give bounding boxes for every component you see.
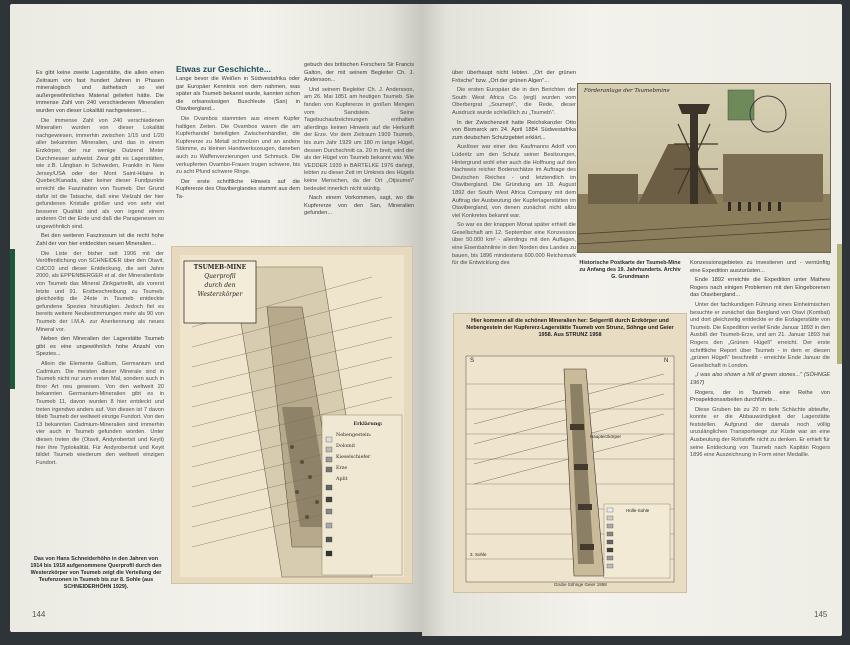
legend-title: Erklärung: <box>353 421 383 427</box>
paragraph: Rogers, der in Tsumeb eine Reihe von Prospektionsarbeiten durchführte... <box>690 389 830 404</box>
paragraph: In der Zwischenzeit hatte Reichskanzler Otto von Bismarck am 24. April 1884 Südwestafrika zum deutschen Schutzgebiet erklärt... <box>452 119 576 141</box>
figure-label: 3. Sohle <box>470 552 487 557</box>
paragraph: Die immense Zahl von 240 verschiedenen Mineralien wurden von dieser Lokalität nachgewiesen, immerhin zwischen 1/15 und 1/20 aller bekannten Mineralien, und das in einem Erzkörper, der nur wenige Dutzend Meter Durchmesser aufweist. Zwar gibt es Lagerstätten, wie z.B. Långban in Schweden, Franklin in New Jersey/USA oder der Mont Saint-Hilaire in Quebec/Kanada, aber keiner dieser Fundpunkte erreicht die Faszination von Tsumeb. Der Grund dafür ist die Tatsache, daß eine Vielzahl der hier gefundenen Kristalle größer und von sehr viel besserer Qualität sind als von irgend einem anderen Ort der Erde und daß die Paragenesen so ungewöhnlich sind. <box>36 117 164 230</box>
cross-section-figure <box>172 247 412 583</box>
paragraph: Und seinem Begleiter Ch. J. Andersson, am 26. Mai 1851 am heutigen Tsumeb. Sie fanden von Kupfererze in großen Mengen vom Sandstein. Seine Tagebuchaufzeichnungen enthalten allerdings keinen Hinweis auf die Herkunft der Erze. Vor dem Zeitraum 1909 Tsumeb, bis zum Jahr 1929 um 180 m lange Hügel, dessen Durchschnitt ca. 20 m breit, wird der als der Hügel von Tsumeb bekannt war. Wie VEDDER 1939 in BARTELKE 1976 darlegt, lebten zu dieser Zeit im Umkreis des Hügels keine Menschen, da der Ort „Otjisume\" bedeutet innerlich nicht würdig. <box>304 86 414 192</box>
page-number-left: 144 <box>32 610 46 619</box>
seigerriss-figure <box>454 314 686 592</box>
paragraph: Allein die Elemente Gallium, Germanium und Cadmium. Die meisten dieser Minerale sind in Tsumeb nicht nur zum ersten Mal, sondern auch in ihrer Art neu gewesen. Von den weltweit 20 bekannten Germanium-Mineralien gibt es in Tsumeb 11, davon wurden 8 hier entdeckt und treten irgendwo anders auf. Von diesen ist 7 davon blieb Tsumeb der weltweit einzige Fundort. Von den 13 bekannten Cadmium-Mineralien sind immerhin vier auch in Tsumeb gefunden worden. Unter diesen treten die (Otavit, Andyrobertsit und Keyit) hier ihre Typlokalität. Für Andyrobertsit und Keyit bildet Tsumeb wiederum den weltweit einzigen Fundort. <box>36 360 164 466</box>
figure-title-line: TSUMEB-MINE <box>193 264 247 271</box>
paragraph: Lange bevor die Weißen in Südwestafrika oder gar Europäer Kenntnis von dem nahmen, was später als Tsumeb bekannt wurde, kannten schon die ortsansässigen Buschleute (San) in Otavibergland... <box>176 76 300 113</box>
right-column-1 <box>452 70 576 306</box>
legend-item: Kieselschiefer <box>336 455 371 460</box>
legend-item: Dolomit <box>336 444 356 449</box>
paragraph: über überhaupt nicht lebten. „Ort der grünen Frösche" bzw. „Ort der grünen Algen"... <box>452 70 576 84</box>
legend-item: Aplit <box>336 477 348 482</box>
olive-marker <box>837 244 842 364</box>
paragraph: Diese Gruben bis zu 20 m tiefe Schächte abteufte, konnte er die Abbauwürdigkeit der Lagerstätte feststellen. Aufgrund der damals noch völlig unzulänglichen Transportwege zur Küste war an eine Ausbeutung der Rohstoffe nicht zu denken. Er erhielt für seine Entdeckung von Tsumeb nach Kapitän Rogers 1896 eine Auszeichnung in Form einer Medaille. <box>690 406 830 459</box>
figure-title-line: Querprofil <box>204 273 236 280</box>
postcard-image <box>578 84 830 252</box>
legend-item: Nebengestein: <box>336 433 372 438</box>
left-page <box>10 4 422 632</box>
legend <box>336 419 400 485</box>
postcard-title: Förderanlage der Tsumebmine <box>584 88 670 94</box>
paragraph: So war es der knappen Monat später erhielt die Gesellschaft am 12. September eine Konzession über 50.000 km² - allerdings mit den Auflagen, eine Eisenbahnlinie in den Norden des Landes zu bauen, bis 1896 mindestens 600.000 Reichsmark für die Entwicklung des <box>452 222 576 267</box>
seigerriss-drawing <box>454 314 686 592</box>
paragraph: Die ersten Europäer die in den Berichten der South West Africa Co. (ergl) wurden vom Oberbergrat „Soumep\", die Rede, dieser Ausdruck wurde schließlich zu „Tsumeb\". <box>452 87 576 116</box>
figure-title: Hier kommen all die schönen Mineralien her: Seigerriß durch Erzkörper und Nebengestein der Kupfererz-Lagerstätte Tsumeb von Strunz, Söhnge und Geier 1958. Aus STRUNZ 1958 <box>466 318 674 338</box>
legend-item: Erze <box>336 466 348 471</box>
paragraph: Unter der fachkundigen Führung eines Einheimischen besuchte er zunächst das Bergland von Otavi (Kombat) und dort gleichzeitig entdeckte er die Erzlagerstätte von Tsumeb. Die Expedition verlief Ende Januar 1893 in den Ausbiß der Tsumeb-Erze, und am 21. Januar 1893 hat Rogers den „Grünen Hügel\" erreicht. Der erste schriftliche Report über Tsumeb - in dem er diesen „grünen Hügel\" beschreibt - erreichte Ende Januar die Gesellschaft in London. <box>690 301 830 369</box>
figure-label-south: S <box>470 358 475 364</box>
paragraph: Konzessionsgebietes zu investieren und - vernünftig eine Expedition auszurüsten... <box>690 260 830 274</box>
paragraph: Neben den Mineralien der Lagerstätte Tsumeb gibt es eine ungewöhnlich hohe Anzahl von Spezies... <box>36 336 164 358</box>
figure-label: Haupterzkörper <box>590 434 622 439</box>
paragraph: Nach einem Vorkommen, sagt, wo die Kupfererze von den San, Mineralien gefunden... <box>304 195 414 217</box>
green-marker <box>10 249 15 389</box>
left-column-3 <box>304 62 414 236</box>
section-heading: Etwas zur Geschichte... <box>176 64 271 74</box>
figure-title <box>186 263 254 299</box>
right-column-2 <box>690 260 830 604</box>
right-page <box>422 4 842 636</box>
paragraph: Bei den weiteren Faszinosum ist die recht hohe Zahl der von hier entdeckten neuen Mineralien... <box>36 233 164 248</box>
paragraph: Die Liste der bisher seit 1906 mit der Veröffentlichung von SCHNEIDER über den Otavit, CdCO3 und dieser Entdeckung, die seit Jahre 2000, als EPPENBERGER et al. der Mineralienliste von Tsumeb das Mineral Zinkgartrellit, als vorerst letzte und 91. Erstbeschreibung zu Tsumeb, gleichzeitig die 24ste in Tsumeb entdeckte gefundene Spezies hinzufügten. Jedoch fiel es bereits weitere Neubestimmungen mehr als 90 von Tsumeb der I.M.A. zur Anerkennung als neues Mineral vor. <box>36 250 164 333</box>
left-column-1 <box>36 70 164 550</box>
figure-title-line: durch den <box>204 282 236 289</box>
paragraph: Die Ovambos stammten aus einem Kupfer haltigen Zeiten. Die Ovambos waren die am Kupferhandel beteiligten Zwischenhändler, die Kupfererze zu Metall schmolzen und an andere Stämme, zu kleinen Handwerkszeugen, daneben auch zu Waffenverzierungen und Schmuck. Die verkupferten Ovambo-Frauen trugen schwere, bis zu acht Pfund schwere Ringe. <box>176 115 300 176</box>
figure-title-line: Westerzkörper <box>197 291 243 298</box>
page-number-right: 145 <box>814 610 828 619</box>
left-figure-caption: Das von Hans Schneiderhöhn in den Jahren von 1914 bis 1918 aufgenommene Querprofil durch den Westerzkörper von Tsumeb zeigt die Verteilung der Teufenzonen in Tsumeb bis zur 8. Sohle (aus SCHNEIDERHÖHN 1929). <box>30 556 162 590</box>
paragraph: Es gibt keine zweite Lagerstätte, die allein einen Zeitraum von fast hundert Jahren in Phasen mineralogisch und ästhetisch so viel außergewöhnliches Material geliefert hätte. Die immense Zahl von 240 verschiedenen Mineralien wurden von dieser Lokalität nachgewiesen... <box>36 70 164 114</box>
figure-label: Hülle-Sohle <box>626 508 650 513</box>
paragraph: gebuch des britischen Forschers Sir Francis Galton, der mit seinem Begleiter Ch. J. Andersson... <box>304 62 414 84</box>
paragraph: Ende 1892 erreichte die Expedition unter Mathew Rogers nach einigen Problemen mit den Eingeborenen das Otavibergland... <box>690 277 830 299</box>
left-column-2 <box>176 76 300 236</box>
paragraph: „I was also shown a hill of green stones..." (SÖHNGE 1967) <box>690 372 830 386</box>
photo-caption: Historische Postkarte der Tsumeb-Mine zu Anfang des 19. Jahrhunderts. Archiv G. Grundmann <box>579 260 681 280</box>
figure-label-north: N <box>664 358 669 364</box>
historic-postcard-photo <box>578 84 830 252</box>
paragraph: Der erste schriftliche Hinweis auf die Kupfererze des Otaviberglandes stammt aus dem Ta- <box>176 178 300 200</box>
paragraph: Auslöser war einer des Kaufmanns Adolf von Lüderitz um den Schutz seiner Besitzungen, Hintergrund wohl eher auch die Hoffnung auf den Nachweis reicher Bodenschätze im Auftrage des Deutschen Reiches - und letztendlich im Otavibergland. Die Gründung am 18. August 1892 der South West Africa Company mit dem Auftrag der Ausbeutung der Kupferlagerstätten im Otavibergland, von denen zunächst nicht allzu viel Konkretes bekannt war. <box>452 144 576 219</box>
figure-footnote: Grube Söhnge Geier 1958 <box>554 582 607 587</box>
